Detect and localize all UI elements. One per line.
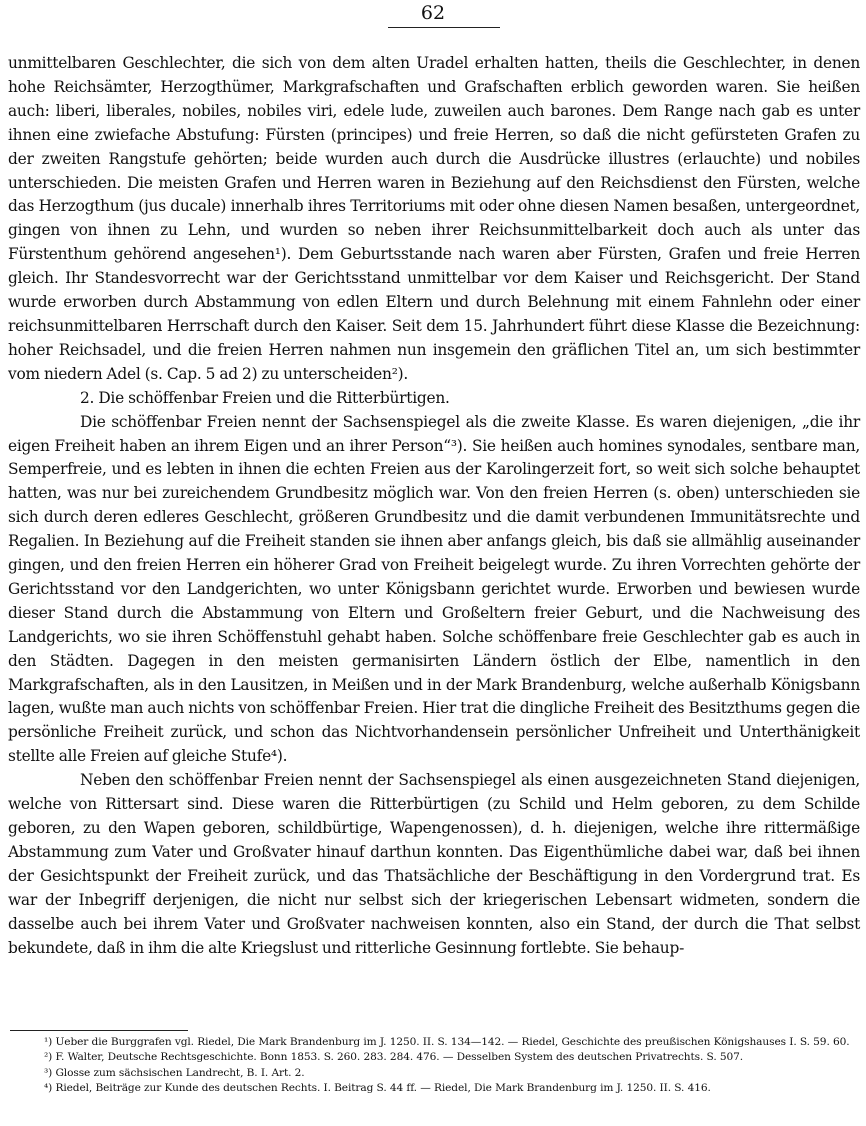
section-heading: 2. Die schöffenbar Freien und die Ritterbürtigen. — [80, 388, 450, 407]
footnote-3: ³) Glosse zum sächsischen Landrecht, B. I. Art. 2. — [44, 1066, 305, 1079]
paragraph-ritterbuertige: Neben den schöffenbar Freien nennt der Sachsenspiegel als einen ausgezeichneten Stand diejenigen, welche von Rittersart sind. Diese waren die Ritterbürtigen (zu Schild und Helm geboren, zu dem Schilde geboren, zu den Wapen geboren, schildbürtige, Wapengenossen), d. h. diejenigen, welche ihre rittermäßige Abstammung zum Vater und Großvater hinauf darthun konnten. Das Eigenthümliche dabei war, daß bei ihnen der Gesichtspunkt der Freiheit zurück, und das Thatsächliche der Beschäftigung in den Vordergrund trat. Es war der Inbegriff derjenigen, die nicht nur selbst sich der kriegerischen Lebensart widmeten, sondern die dasselbe auch bei ihrem Vater und Großvater nachweisen konnten, also ein Stand, der durch die That selbst bekundete, daß in ihm die alte Kriegslust und ritterliche Gesinnung fortlebte. Sie behaup- — [8, 771, 860, 957]
footnote-2: ²) F. Walter, Deutsche Rechtsgeschichte. Bonn 1853. S. 260. 283. 284. 476. — Desselben System des deutschen Privatrechts. S. 507. — [44, 1051, 744, 1064]
paragraph-continuation: unmittelbaren Geschlechter, die sich von dem alten Uradel erhalten hatten, theils die Geschlechter, in denen hohe Reichsämter, Herzogthümer, Markgrafschaften und Grafschaften erblich geworden waren. Sie heißen auch: liberi, liberales, nobiles, nobiles viri, edele lude, zuweilen auch barones. Dem Range nach gab es unter ihnen eine zwiefache Abstufung: Fürsten (principes) und freie Herren, so daß die nicht gefürsteten Grafen zu der zweiten Rangstufe gehörten; beide wurden auch durch die Ausdrücke illustres (erlauchte) und nobiles unterschieden. Die meisten Grafen und Herren waren in Beziehung auf den Reichsdienst den Fürsten, welche das Herzogthum (jus ducale) innerhalb ihres Territoriums mit oder ohne diesen Namen besaßen, untergeordnet, gingen von ihnen zu Lehn, und wurden so neben ihrer Reichsunmittelbarkeit doch auch als unter das Fürstenthum gehörend angesehen¹). Dem Geburtsstande nach waren aber Fürsten, Grafen und freie Herren gleich. Ihr Standesvorrecht war der Gerichtsstand unmittelbar vor dem Kaiser und Reichsgericht. Der Stand wurde erworben durch Abstammung von edlen Eltern und durch Belehnung mit einem Fahnlehn oder einer reichsunmittelbaren Herrschaft durch den Kaiser. Seit dem 15. Jahrhundert führt diese Klasse die Bezeichnung: hoher Reichsadel, und die freien Herren nahmen nun insgemein den gräflichen Titel an, um sich bestimmter vom niedern Adel (s. Cap. 5 ad 2) zu unterscheiden²). — [8, 54, 860, 383]
footnotes — [8, 1035, 860, 1096]
page-number: 62 — [420, 2, 446, 24]
header-rule — [388, 27, 500, 28]
body-text — [8, 52, 860, 960]
footnote-rule — [10, 1030, 188, 1031]
footnote-4: ⁴) Riedel, Beiträge zur Kunde des deutschen Rechts. I. Beitrag S. 44 ff. — Riedel, Die Mark Brandenburg im J. 1250. II. S. 416. — [44, 1081, 711, 1094]
footnote-1: ¹) Ueber die Burggrafen vgl. Riedel, Die Mark Brandenburg im J. 1250. II. S. 134—142. — Riedel, Geschichte des preußischen Königshauses I. S. 59. 60. — [44, 1036, 850, 1048]
paragraph-schoeffenbar: Die schöffenbar Freien nennt der Sachsenspiegel als die zweite Klasse. Es waren diejenigen, „die ihr eigen Freiheit haben an ihrem Eigen und an ihrer Person“³). Sie heißen auch homines synodales, sentbare man, Semperfreie, und es lebten in ihnen die echten Freien aus der Karolingerzeit fort, so weit sich solche behauptet hatten, was nur bei zureichendem Grundbesitz möglich war. Von den freien Herren (s. oben) unterschieden sie sich durch deren edleres Geschlecht, größeren Grundbesitz und die damit verbundenen Immunitätsrechte und Regalien. In Beziehung auf die Freiheit standen sie ihnen aber anfangs gleich, bis daß sie allmählig auseinander gingen, und den freien Herren ein höherer Grad von Freiheit beigelegt wurde. Zu ihren Vorrechten gehörte der Gerichtsstand vor den Landgerichten, wo unter Königsbann gerichtet wurde. Erworben und bewiesen wurde dieser Stand durch die Abstammung von Eltern und Großeltern freier Geburt, und die Nachweisung des Landgerichts, wo sie ihren Schöffenstuhl gehabt haben. Solche schöffenbare freie Geschlechter gab es auch in den Städten. Dagegen in den meisten germanisirten Ländern östlich der Elbe, namentlich in den Markgrafschaften, als in den Lausitzen, in Meißen und in der Mark Brandenburg, welche außerhalb Königsbann lagen, wußte man auch nichts von schöffenbar Freien. Hier trat die dingliche Freiheit des Besitzthums gegen die persönliche Freiheit zurück, und schon das Nichtvorhandensein persönlicher Unfreiheit und Unterthänigkeit stellte alle Freien auf gleiche Stufe⁴). — [8, 412, 860, 766]
